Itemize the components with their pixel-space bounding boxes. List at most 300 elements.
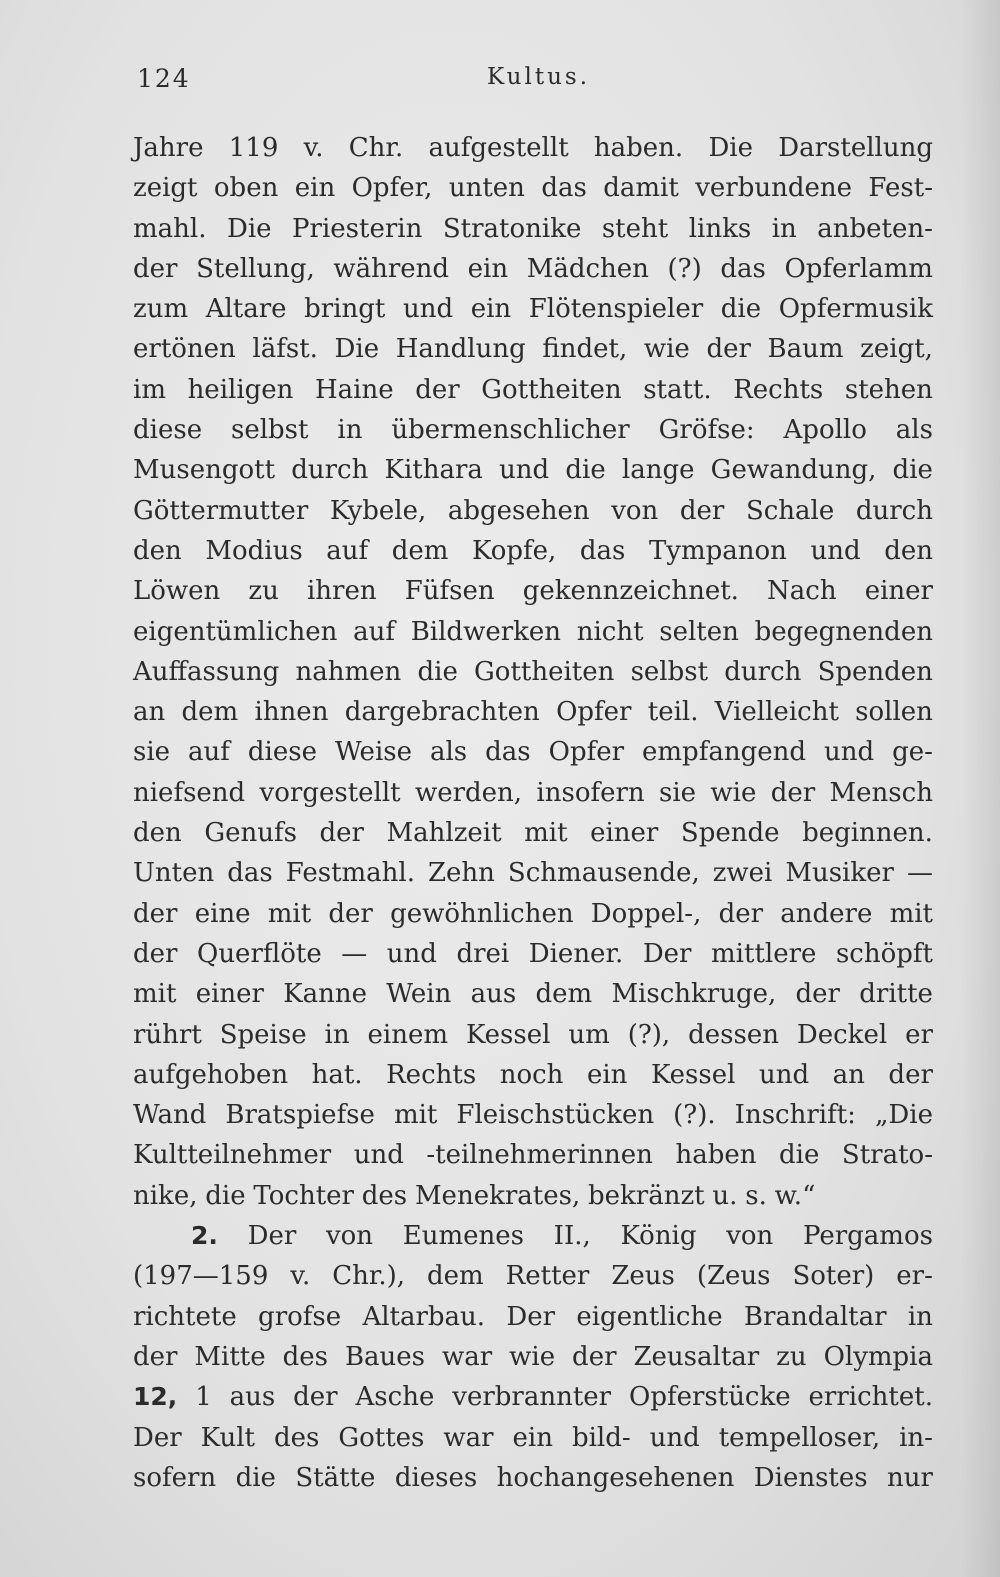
- word: sie: [659, 777, 697, 808]
- word: dritte: [859, 979, 933, 1010]
- word: Haine: [315, 374, 394, 405]
- word: Pergamos: [803, 1221, 933, 1252]
- word: Baues: [344, 1341, 426, 1372]
- word: selbst: [630, 656, 709, 687]
- word: steht: [601, 213, 669, 244]
- word: aus: [470, 979, 517, 1010]
- word: der: [572, 1341, 617, 1372]
- word: Opfer: [556, 697, 632, 728]
- word: Apollo: [783, 415, 867, 446]
- word: lange: [621, 455, 695, 486]
- word: und: [810, 535, 861, 566]
- word: Flötenspieler: [528, 294, 704, 325]
- word: dargebrachten: [344, 697, 540, 728]
- word: Jahre: [133, 133, 204, 163]
- word: (Zeus: [696, 1261, 771, 1292]
- text-line: [133, 410, 933, 450]
- word: zwei: [712, 858, 773, 889]
- word: Tympanon: [648, 535, 787, 566]
- word: das: [485, 737, 531, 768]
- word: mit: [889, 898, 933, 929]
- word: begegnenden: [754, 616, 933, 647]
- word: der: [293, 1382, 338, 1413]
- word: haben: [675, 1140, 757, 1171]
- word: u.: [712, 1180, 738, 1211]
- word: und: [353, 1140, 404, 1171]
- word: zu: [248, 576, 279, 607]
- text-line: [133, 1055, 933, 1095]
- word: dessen: [688, 1019, 779, 1050]
- word: Gewandung,: [710, 455, 877, 486]
- word: in: [337, 415, 363, 446]
- word: ein: [294, 173, 336, 204]
- text-line: [133, 773, 933, 813]
- text-line: [133, 934, 933, 974]
- word: mahl.: [133, 213, 207, 244]
- word: Dienstes: [753, 1462, 868, 1493]
- word: der: [133, 938, 178, 969]
- word: Bildwerken: [410, 616, 562, 647]
- word: ein: [467, 253, 509, 284]
- word: beginnen.: [802, 818, 933, 849]
- word: des: [282, 1341, 328, 1372]
- page-edge-shadow: [960, 0, 1000, 1577]
- word: läfst.: [252, 334, 318, 365]
- word: Gröfse:: [658, 415, 755, 446]
- word: selbst: [230, 415, 309, 446]
- text-line: [133, 1418, 933, 1458]
- word: verbundene: [695, 173, 852, 204]
- word: der: [415, 374, 460, 405]
- word: in: [907, 1301, 933, 1332]
- word: Brandaltar: [743, 1301, 887, 1332]
- text-line: [133, 491, 933, 531]
- word: v.: [290, 1261, 311, 1292]
- word: Stellung,: [196, 253, 315, 284]
- word: (?).: [673, 1100, 716, 1131]
- word: Chr.: [348, 133, 404, 163]
- text-line: [133, 531, 933, 571]
- word: bekränzt: [588, 1180, 705, 1211]
- text-line: [133, 1256, 933, 1296]
- running-head: Kultus.: [487, 64, 591, 90]
- text-line: [133, 853, 933, 893]
- word: der: [679, 495, 725, 526]
- word: Genufs: [204, 818, 297, 849]
- text-line: [133, 1015, 933, 1055]
- word: Unten: [133, 858, 215, 889]
- word: anbeten-: [817, 213, 933, 244]
- word: Musengott: [133, 455, 276, 486]
- word: König: [620, 1221, 697, 1252]
- word: Kessel: [465, 1019, 551, 1050]
- word: Soter): [792, 1261, 875, 1292]
- word: Löwen: [133, 576, 221, 607]
- word: und: [386, 938, 437, 969]
- word: drei: [456, 938, 510, 969]
- word: v.: [303, 133, 324, 163]
- word: die: [892, 455, 933, 486]
- word: das: [720, 253, 766, 284]
- word: Rechts: [733, 374, 824, 405]
- word: noch: [499, 1059, 564, 1090]
- section-2-first-line: [133, 1216, 933, 1256]
- word: ein: [512, 1422, 553, 1453]
- word: stehen: [844, 374, 933, 405]
- word: der: [770, 777, 816, 808]
- word: gekennzeichnet.: [522, 576, 739, 607]
- word: —: [341, 938, 368, 969]
- word: sofern: [133, 1462, 217, 1493]
- text-line: [133, 168, 933, 208]
- word: an: [832, 1059, 865, 1090]
- word: die: [779, 1140, 820, 1171]
- word: aufgehoben: [133, 1059, 289, 1090]
- word: nur: [887, 1462, 933, 1493]
- word: tempelloser,: [718, 1422, 881, 1453]
- word: zu: [776, 1341, 807, 1372]
- word: statt.: [643, 374, 712, 405]
- text-line: [133, 652, 933, 692]
- word: der: [795, 979, 840, 1010]
- word: Opferstücke: [629, 1382, 791, 1413]
- word: Inschrift:: [734, 1100, 856, 1131]
- word: abgesehen: [447, 495, 590, 526]
- text-line: [133, 732, 933, 772]
- word: aufgestellt: [428, 133, 569, 163]
- word: ihren: [306, 576, 377, 607]
- section-number: 2.: [191, 1221, 218, 1251]
- word: Der: [642, 938, 692, 969]
- text-line: [133, 813, 933, 853]
- word: das: [227, 858, 273, 889]
- word: Musiker: [785, 858, 894, 889]
- text-line: [133, 1176, 933, 1216]
- word: einer: [590, 818, 659, 849]
- word: war: [441, 1341, 493, 1372]
- word: aus: [229, 1382, 276, 1413]
- word: Weise: [334, 737, 412, 768]
- word: Nach: [767, 576, 837, 607]
- word: -teilnehmerinnen: [426, 1140, 653, 1171]
- word: der: [328, 898, 373, 929]
- text-line: [133, 450, 933, 490]
- word: Zeus: [611, 1261, 675, 1292]
- word: Asche: [355, 1382, 435, 1413]
- word: Mahlzeit: [386, 818, 502, 849]
- word: in-: [899, 1422, 933, 1453]
- word: vorgestellt: [259, 777, 401, 808]
- word: Wand: [133, 1100, 207, 1131]
- word: mit: [133, 979, 177, 1010]
- page-number: 124: [137, 64, 191, 93]
- body-text: [133, 128, 933, 1498]
- word: Der: [506, 1301, 556, 1332]
- word: der: [133, 1341, 178, 1372]
- word: damit: [603, 173, 679, 204]
- word: empfangend: [642, 737, 806, 768]
- word: Mischkruge,: [611, 979, 777, 1010]
- reference-number: 12,: [133, 1382, 178, 1412]
- word: Gottheiten: [474, 656, 615, 687]
- paragraph-1: [133, 128, 933, 1216]
- word: rührt: [133, 1019, 202, 1050]
- word: Strato-: [841, 1140, 933, 1171]
- word: das: [579, 535, 626, 566]
- word: er: [905, 1019, 933, 1050]
- word: an: [133, 697, 166, 728]
- word: Zehn: [427, 858, 495, 889]
- text-line: [133, 249, 933, 289]
- word: (197—159: [133, 1261, 269, 1292]
- word: Der: [133, 1422, 182, 1453]
- word: den: [884, 535, 933, 566]
- text-line: [133, 128, 933, 168]
- word: wie: [710, 777, 757, 808]
- word: Doppel-,: [590, 898, 702, 929]
- word: auf: [188, 737, 230, 768]
- word: bild-: [571, 1422, 631, 1453]
- word: Gottheiten: [481, 374, 622, 405]
- word: werden,: [414, 777, 523, 808]
- word: 119: [228, 133, 279, 163]
- word: Menekrates,: [414, 1180, 581, 1211]
- word: Wein: [386, 979, 452, 1010]
- word: unten: [448, 173, 525, 204]
- word: wie: [509, 1341, 556, 1372]
- word: Spende: [680, 818, 780, 849]
- word: er-: [896, 1261, 933, 1292]
- word: zeigt,: [860, 334, 933, 365]
- word: der: [706, 334, 751, 365]
- word: Opfermusik: [778, 294, 933, 325]
- text-line: [133, 894, 933, 934]
- word: nicht: [576, 616, 644, 647]
- word: Fest-: [868, 173, 933, 204]
- word: niefsend: [133, 777, 246, 808]
- text-line: [133, 1337, 933, 1377]
- word: ge-: [892, 737, 933, 768]
- word: die: [720, 294, 762, 325]
- word: Göttermutter: [133, 495, 309, 526]
- word: hat.: [311, 1059, 363, 1090]
- page-header: [137, 64, 937, 104]
- word: um: [568, 1019, 610, 1050]
- word: mit: [267, 898, 312, 929]
- text-line: [133, 289, 933, 329]
- text-line: [133, 1458, 933, 1498]
- word: durch: [855, 495, 933, 526]
- text-line: [133, 1135, 933, 1175]
- word: Speise: [219, 1019, 307, 1050]
- word: insofern: [536, 777, 645, 808]
- word: Mensch: [829, 777, 933, 808]
- word: Kessel: [650, 1059, 736, 1090]
- word: von: [726, 1221, 774, 1252]
- word: den: [133, 818, 182, 849]
- word: einer: [864, 576, 933, 607]
- word: Zeusaltar: [633, 1341, 760, 1372]
- word: auf: [326, 535, 369, 566]
- word: Stratonike: [442, 213, 582, 244]
- text-line: [133, 612, 933, 652]
- word: einem: [367, 1019, 449, 1050]
- word: und: [823, 737, 875, 768]
- word: Opfer,: [351, 173, 433, 204]
- word: des: [361, 1180, 408, 1211]
- word: während: [333, 253, 450, 284]
- word: mit: [524, 818, 568, 849]
- word: dieses: [394, 1462, 478, 1493]
- word: nike,: [133, 1180, 198, 1211]
- text-line: [133, 1095, 933, 1135]
- word: Priesterin: [292, 213, 423, 244]
- word: durch: [291, 455, 369, 486]
- word: als: [895, 415, 933, 446]
- word: grofse: [258, 1301, 342, 1332]
- word: links: [688, 213, 752, 244]
- word: Baum: [767, 334, 844, 365]
- word: war: [443, 1422, 494, 1453]
- word: Bratspiefse: [225, 1100, 375, 1131]
- word: Olympia: [823, 1341, 933, 1372]
- word: Eumenes: [402, 1221, 524, 1252]
- word: der: [133, 253, 178, 284]
- word: der: [319, 818, 364, 849]
- word: Gottes: [338, 1422, 425, 1453]
- word: Opferlamm: [784, 253, 933, 284]
- text-line: [133, 692, 933, 732]
- word: Chr.),: [332, 1261, 406, 1292]
- word: II.,: [553, 1221, 591, 1252]
- word: sollen: [855, 697, 933, 728]
- word: und: [499, 455, 550, 486]
- word: dem: [391, 535, 449, 566]
- word: des: [273, 1422, 320, 1453]
- word: Retter: [505, 1261, 590, 1292]
- text-line: [133, 329, 933, 369]
- word: durch: [724, 656, 802, 687]
- word: wie: [643, 334, 690, 365]
- word: Schale: [745, 495, 835, 526]
- word: den: [133, 535, 182, 566]
- word: Altare: [205, 294, 287, 325]
- word: Opfer: [548, 737, 625, 768]
- word: mit: [393, 1100, 438, 1131]
- word: einer: [195, 979, 264, 1010]
- word: verbrannter: [452, 1382, 612, 1413]
- word: schöpft: [835, 938, 933, 969]
- word: Festmahl.: [285, 858, 415, 889]
- word: dem: [535, 979, 593, 1010]
- word: heiligen: [187, 374, 294, 405]
- word: selten: [659, 616, 739, 647]
- word: nahmen: [295, 656, 402, 687]
- word: Füfsen: [404, 576, 495, 607]
- word: ein: [470, 294, 512, 325]
- word: Handlung: [395, 334, 526, 365]
- paragraph-2: [133, 1256, 933, 1377]
- word: ein: [586, 1059, 628, 1090]
- word: s.: [745, 1180, 767, 1211]
- word: Querflöte: [197, 938, 322, 969]
- paragraph-2-continued: [133, 1418, 933, 1499]
- word: Kopfe,: [471, 535, 557, 566]
- word: Altarbau.: [362, 1301, 486, 1332]
- word: Deckel: [796, 1019, 888, 1050]
- word: (?),: [627, 1019, 671, 1050]
- word: die: [235, 1462, 276, 1493]
- word: die: [417, 656, 458, 687]
- word: errichtet.: [808, 1382, 933, 1413]
- word: Schmausende,: [507, 858, 700, 889]
- word: „Die: [874, 1100, 933, 1131]
- word: Stätte: [295, 1462, 376, 1493]
- word: Diener.: [528, 938, 624, 969]
- word: Fleischstücken: [456, 1100, 655, 1131]
- section-2-ref-line: [133, 1377, 933, 1417]
- word: und: [649, 1422, 700, 1453]
- word: oben: [213, 173, 279, 204]
- word: Modius: [205, 535, 303, 566]
- word: das: [541, 173, 587, 204]
- word: mittlere: [711, 938, 817, 969]
- text-line: [133, 209, 933, 249]
- word: Mitte: [194, 1341, 266, 1372]
- word: und: [758, 1059, 810, 1090]
- word: dem: [427, 1261, 484, 1292]
- text-line: [133, 974, 933, 1014]
- word: eigentümlichen: [133, 616, 338, 647]
- text-line: [133, 1297, 933, 1337]
- word: —: [906, 858, 933, 889]
- word: als: [429, 737, 468, 768]
- word: von: [325, 1221, 374, 1252]
- word: andere: [780, 898, 873, 929]
- word: Kult: [200, 1422, 256, 1453]
- word: Mädchen: [526, 253, 649, 284]
- word: ihnen: [254, 697, 329, 728]
- word: in: [324, 1019, 350, 1050]
- word: von: [611, 495, 659, 526]
- word: hochangesehenen: [496, 1462, 735, 1493]
- word: Die: [226, 213, 272, 244]
- word: ertönen: [133, 334, 236, 365]
- word: die: [205, 1180, 246, 1211]
- word: eigentliche: [576, 1301, 723, 1332]
- text-line: [133, 370, 933, 410]
- word: Kybele,: [329, 495, 427, 526]
- word: Darstellung: [778, 133, 933, 163]
- word: haben.: [593, 133, 684, 163]
- word: sie: [133, 737, 171, 768]
- word: auf: [353, 616, 395, 647]
- word: Der: [247, 1221, 297, 1252]
- word: der: [133, 898, 178, 929]
- word: der: [718, 898, 764, 929]
- word: dem: [181, 697, 239, 728]
- word: gewöhnlichen: [390, 898, 574, 929]
- word: die: [565, 455, 606, 486]
- word: richtete: [133, 1301, 237, 1332]
- word: findet,: [542, 334, 628, 365]
- word: bringt: [304, 294, 386, 325]
- word: Spenden: [817, 656, 933, 687]
- word: Kanne: [283, 979, 368, 1010]
- word: zum: [133, 294, 189, 325]
- word: (?): [667, 253, 702, 284]
- word: eine: [194, 898, 251, 929]
